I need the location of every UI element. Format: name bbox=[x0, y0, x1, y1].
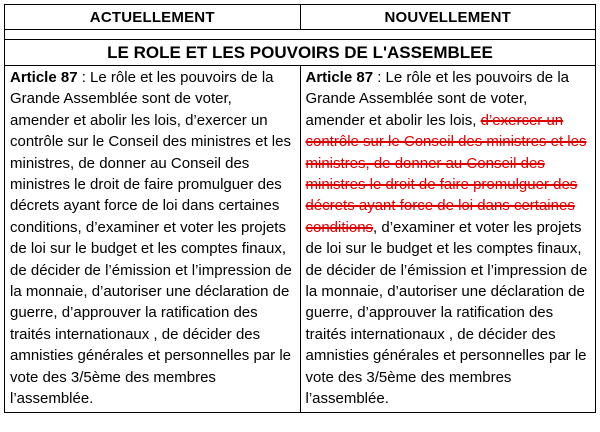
comparison-table bbox=[4, 4, 596, 413]
new-article-cell bbox=[300, 66, 596, 413]
current-article-cell bbox=[5, 66, 301, 413]
new-article-text-after: , d’examiner et voter les projets de loi sur le budget et les comptes finaux, de décider de l’émission et l’impression de la monnaie, d’autoriser une déclaration de guerre, d’approuver la ratification des traités internationaux , de décider des amnisties générales et personnelles par le vote des 3/5ème des membres l’assemblée. bbox=[305, 218, 588, 408]
current-article-text: : Le rôle et les pouvoirs de la Grande Assemblée sont de voter, amender et abolir les lois, d’exercer un contrôle sur le Conseil des ministres et les ministres, de donner au Conseil des ministres le droit de faire promulguer des décrets ayant force de loi dans certaines conditions, d’examiner et voter les projets de loi sur le budget et les comptes finaux, de décider de l’émission et l’impression de la monnaie, d’autoriser une déclaration de guerre, d’approuver la ratification des traités internationaux , de décider des amnisties générales et personnelles par le vote des 3/5ème des membres l’assemblée. bbox=[10, 69, 292, 408]
header-row bbox=[5, 5, 596, 30]
section-title: LE ROLE ET LES POUVOIRS DE L'ASSEMBLEE bbox=[5, 40, 596, 66]
header-current: ACTUELLEMENT bbox=[5, 5, 301, 30]
article-row bbox=[5, 66, 596, 413]
header-new: NOUVELLEMENT bbox=[300, 5, 596, 30]
struck-text: d’exercer un contrôle sur le Conseil des ministres et les ministres, de donner au Conseil des ministres le droit de faire promulguer des décrets ayant force de loi dans certaines conditions bbox=[305, 111, 587, 236]
section-row bbox=[5, 40, 596, 66]
spacer-row bbox=[5, 30, 596, 40]
current-article-label: Article 87 bbox=[10, 69, 78, 86]
new-article-label: Article 87 bbox=[305, 69, 374, 86]
new-article-text-before: : Le rôle et les pouvoirs de la Grande Assemblée sont de voter, amender et abolir les lois, bbox=[305, 69, 569, 129]
spacer-cell bbox=[5, 30, 596, 40]
